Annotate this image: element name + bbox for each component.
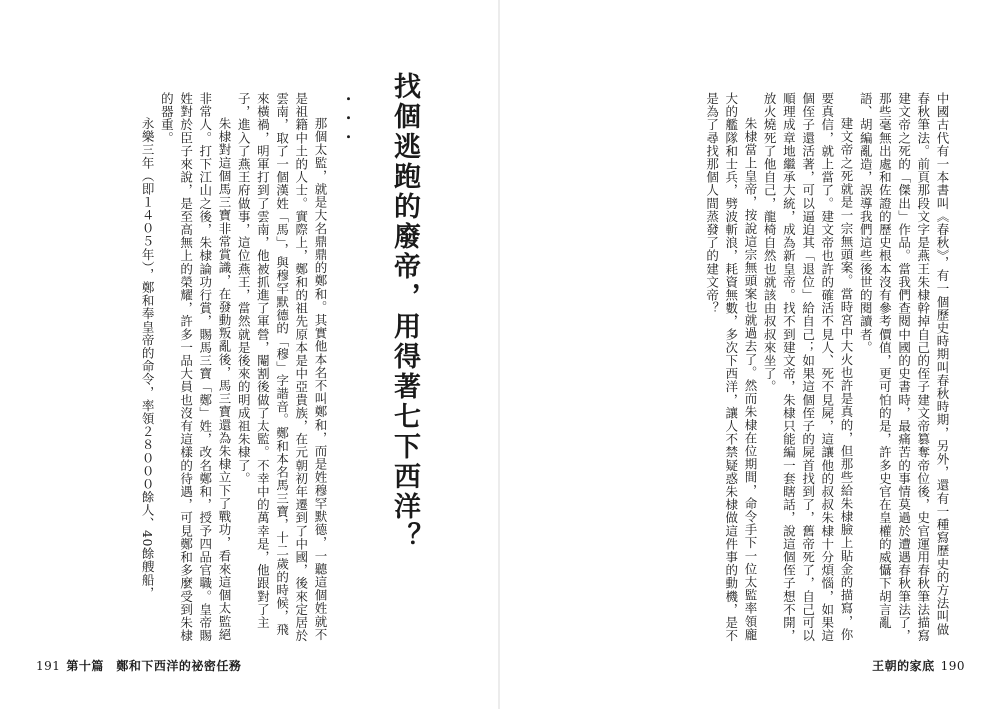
right-paragraph-2: 建文帝之死就是一宗無頭案。當時宮中大火也許是真的，但那些給朱棣臉上貼金的描寫，你要真信，就上當了。建文帝也許的確活不見人、死不見屍，這讓他的叔叔朱棣十分煩惱，如果這個侄子還活著，可以逼迫其「退位」給自己；如果這個侄子的屍首找到了，舊帝死了，自己可以順理成章地繼承大統，成為新皇帝。找不到建文帝，朱棣只能編一套瞎話，說這個侄子想不開，放火燒死了他自己，龍椅自然也就該由叔叔來坐了。 xyxy=(762,92,854,643)
left-paragraph-1: 那個太監，就是大名鼎鼎的鄭和。其實他本名不叫鄭和，而是姓穆罕默德，一聽這個姓就不是祖籍中土的人士。實際上，鄭和的祖先原本是中亞貴族，在元朝初年遷到了中國，後來定居於雲南，取了一個漢姓「馬」，與穆罕默德的「穆」字諧音。鄭和本名馬三寶，十二歲的時候，飛來橫禍，明軍打到了雲南，他被抓進了軍營，閹割後做了太監。不幸中的萬幸是，他跟對了主子，進入了燕王府做事，這位燕王，當然就是後來的明成祖朱棣了。 xyxy=(236,92,328,643)
right-page-number: 190 xyxy=(940,659,965,673)
right-body-text xyxy=(652,92,952,647)
left-body-text xyxy=(80,92,330,647)
right-paragraph-3: 朱棣當上皇帝，按說這宗無頭案也就過去了。然而朱棣在位期間，命令手下一位太監率領龐大的艦隊和士兵，劈波斬浪，耗資無數，多次下西洋，讓人不禁疑惑朱棣做這件事的動機，是不是為了尋找那個人間蒸發了的建文帝？ xyxy=(704,92,758,643)
left-page-number: 191 xyxy=(36,659,61,673)
right-running-title: 王朝的家底 xyxy=(872,659,935,673)
left-paragraph-2: 朱棣對這個馬三寶非常賞識，在發動叛亂後，馬三寶還為朱棣立下了戰功，看來這個太監絕非常人。打下江山之後，朱棣論功行賞，賜馬三寶「鄭」姓，改名鄭和，授予四品官職。皇帝賜姓對於臣子來說，是至高無上的榮耀，許多一品大員也沒有這樣的待遇，可見鄭和多麼受到朱棣的器重。 xyxy=(159,92,232,643)
right-page xyxy=(500,0,999,709)
right-footer xyxy=(872,657,971,674)
left-running-title: 第十篇 鄭和下西洋的祕密任務 xyxy=(66,659,242,673)
section-separator: ・・・ xyxy=(339,92,354,149)
left-footer xyxy=(30,657,241,674)
left-page xyxy=(0,0,499,709)
right-paragraph-1: 中國古代有一本書叫《春秋》，有一個歷史時期叫春秋時期，另外，還有一種寫歷史的方法叫做春秋筆法。前頁那段文字是燕王朱棣幹掉自己的侄子建文帝篡奪帝位後，史官運用春秋筆法描寫建文帝之死的「傑出」作品。當我們查閱中國的史書時，最痛苦的事情莫過於遭遇春秋筆法了，那些毫無出處和佐證的歷史根本沒有參考價值，更可怕的是，許多史官在皇權的威懾下胡言亂語、胡編亂造，誤導我們這些後世的閱讀者。 xyxy=(858,92,950,643)
section-title: 找個逃跑的廢帝，用得著七下西洋？ xyxy=(389,72,420,552)
left-paragraph-3: 永樂三年（即１４０５年），鄭和奉皇帝的命令，率領２８０００餘人、40餘艘船， xyxy=(140,117,156,600)
